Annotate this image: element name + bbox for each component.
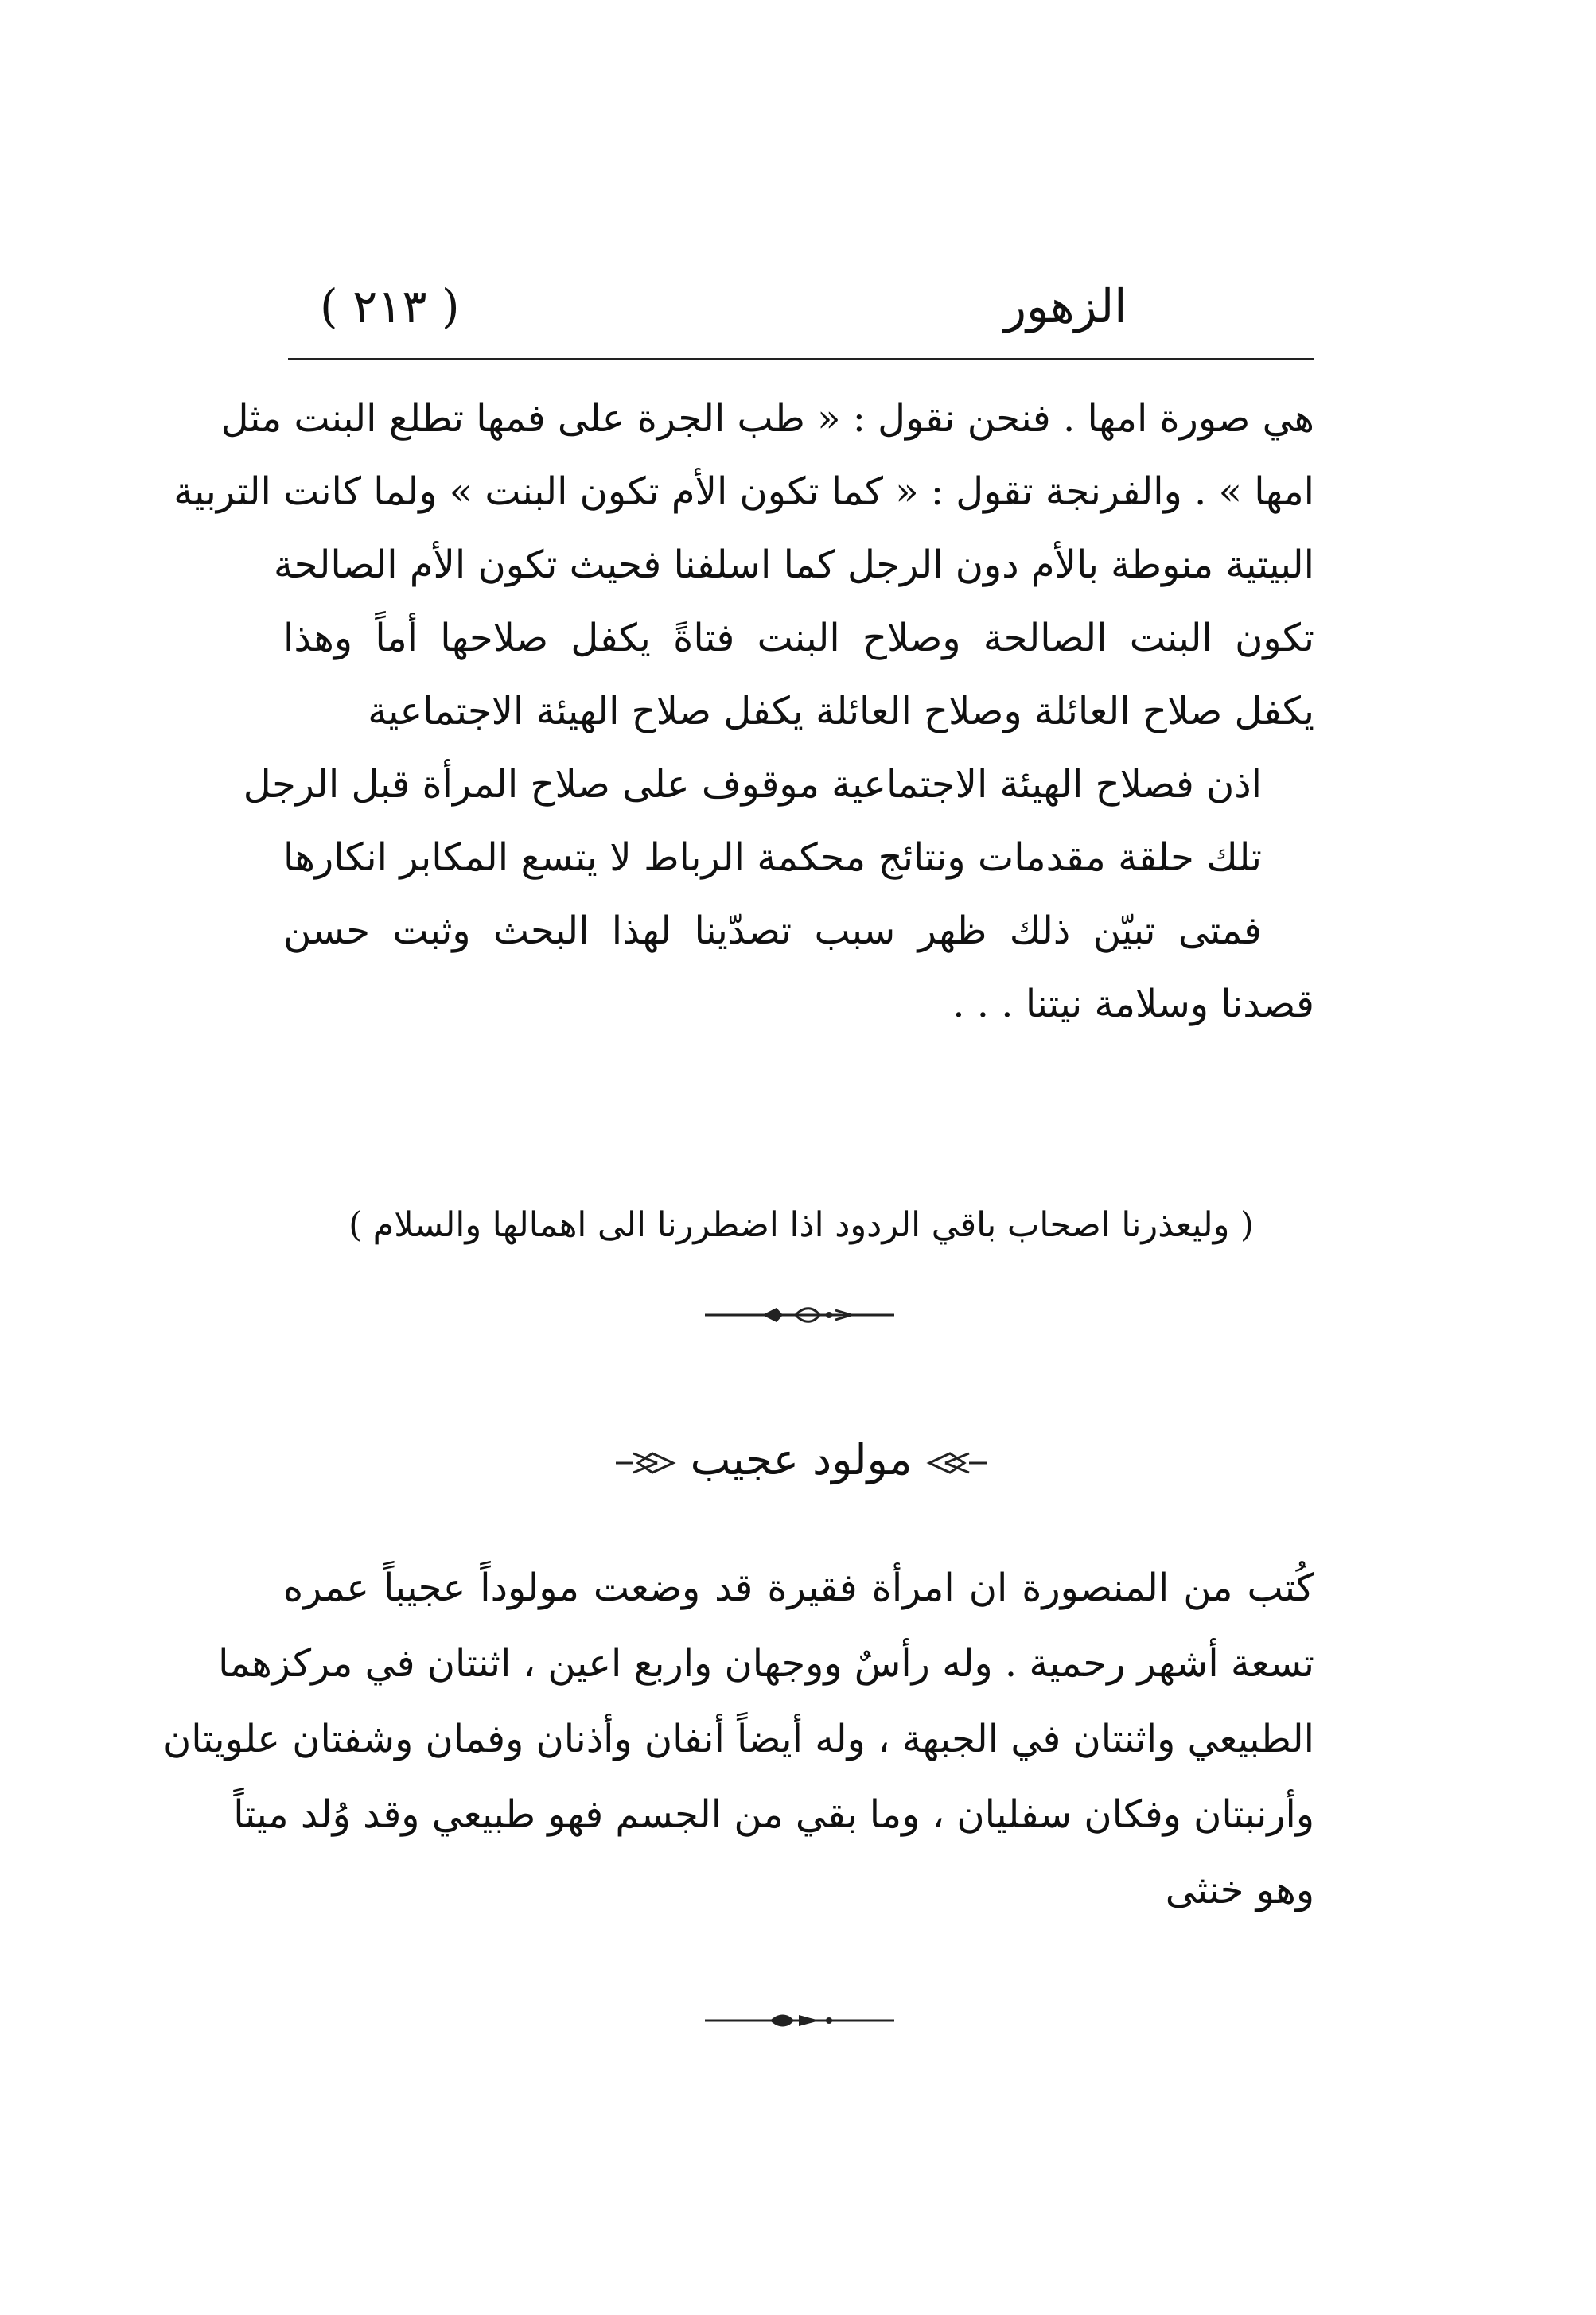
- page-header: [288, 274, 1314, 354]
- article-line-9: قصدنا وسلامة نيتنا . . .: [952, 982, 1314, 1026]
- article-line-6: اذن فصلاح الهيئة الاجتماعية موقوف على صلاح المرأة قبل الرجل: [243, 762, 1262, 807]
- section-title: [288, 1424, 1314, 1496]
- section-line-2: تسعة أشهر رحمية . وله رأسٌ ووجهان واربع اعين ، اثنتان في مركزهما: [218, 1641, 1314, 1686]
- section-line-4: وأرنبتان وفكان سفليان ، وما بقي من الجسم فهو طبيعي وقد وُلد ميتاً: [233, 1792, 1314, 1837]
- section-line-1: كُتب من المنصورة ان امرأة فقيرة قد وضعت مولوداً عجيباً عمره: [283, 1566, 1314, 1610]
- article-line-3: البيتية منوطة بالأم دون الرجل كما اسلفنا فحيث تكون الأم الصالحة: [274, 543, 1314, 587]
- article-line-4: تكون البنت الصالحة وصلاح البنت فتاةً يكفل صلاحها أماً وهذا: [283, 616, 1314, 660]
- article-line-7: تلك حلقة مقدمات ونتائج محكمة الرباط لا يتسع المكابر انكارها: [283, 835, 1262, 880]
- article-line-1: هي صورة امها . فنحن نقول : « طب الجرة على فمها تطلع البنت مثل: [220, 396, 1314, 441]
- article-line-5: يكفل صلاح العائلة وصلاح العائلة يكفل صلاح الهيئة الاجتماعية: [368, 689, 1314, 733]
- article-line-8: فمتى تبيّن ذلك ظهر سبب تصدّينا لهذا البحث وثبت حسن: [283, 908, 1262, 953]
- title-flourish-right-icon: [926, 1447, 990, 1479]
- article-line-2: امها » . والفرنجة تقول : « كما تكون الأم تكون البنت » ولما كانت التربية: [173, 469, 1314, 514]
- ornament-divider: [700, 1303, 899, 1327]
- title-flourish-left-icon: [613, 1447, 676, 1479]
- closing-note: ( وليعذرنا اصحاب باقي الردود اذا اضطررنا الى اهمالها والسلام ): [348, 1205, 1254, 1245]
- section-line-3: الطبيعي واثنتان في الجبهة ، وله أيضاً أنفان وأذنان وفمان وشفتان علويتان: [162, 1717, 1314, 1761]
- running-title: الزهور: [1004, 279, 1127, 333]
- section-line-5: وهو خنثى: [1165, 1868, 1314, 1912]
- section-title-text: مولود عجيب: [690, 1434, 913, 1484]
- page-number: ( ٢١٣ ): [320, 279, 460, 333]
- header-rule: [288, 358, 1314, 360]
- end-ornament: [700, 2009, 899, 2033]
